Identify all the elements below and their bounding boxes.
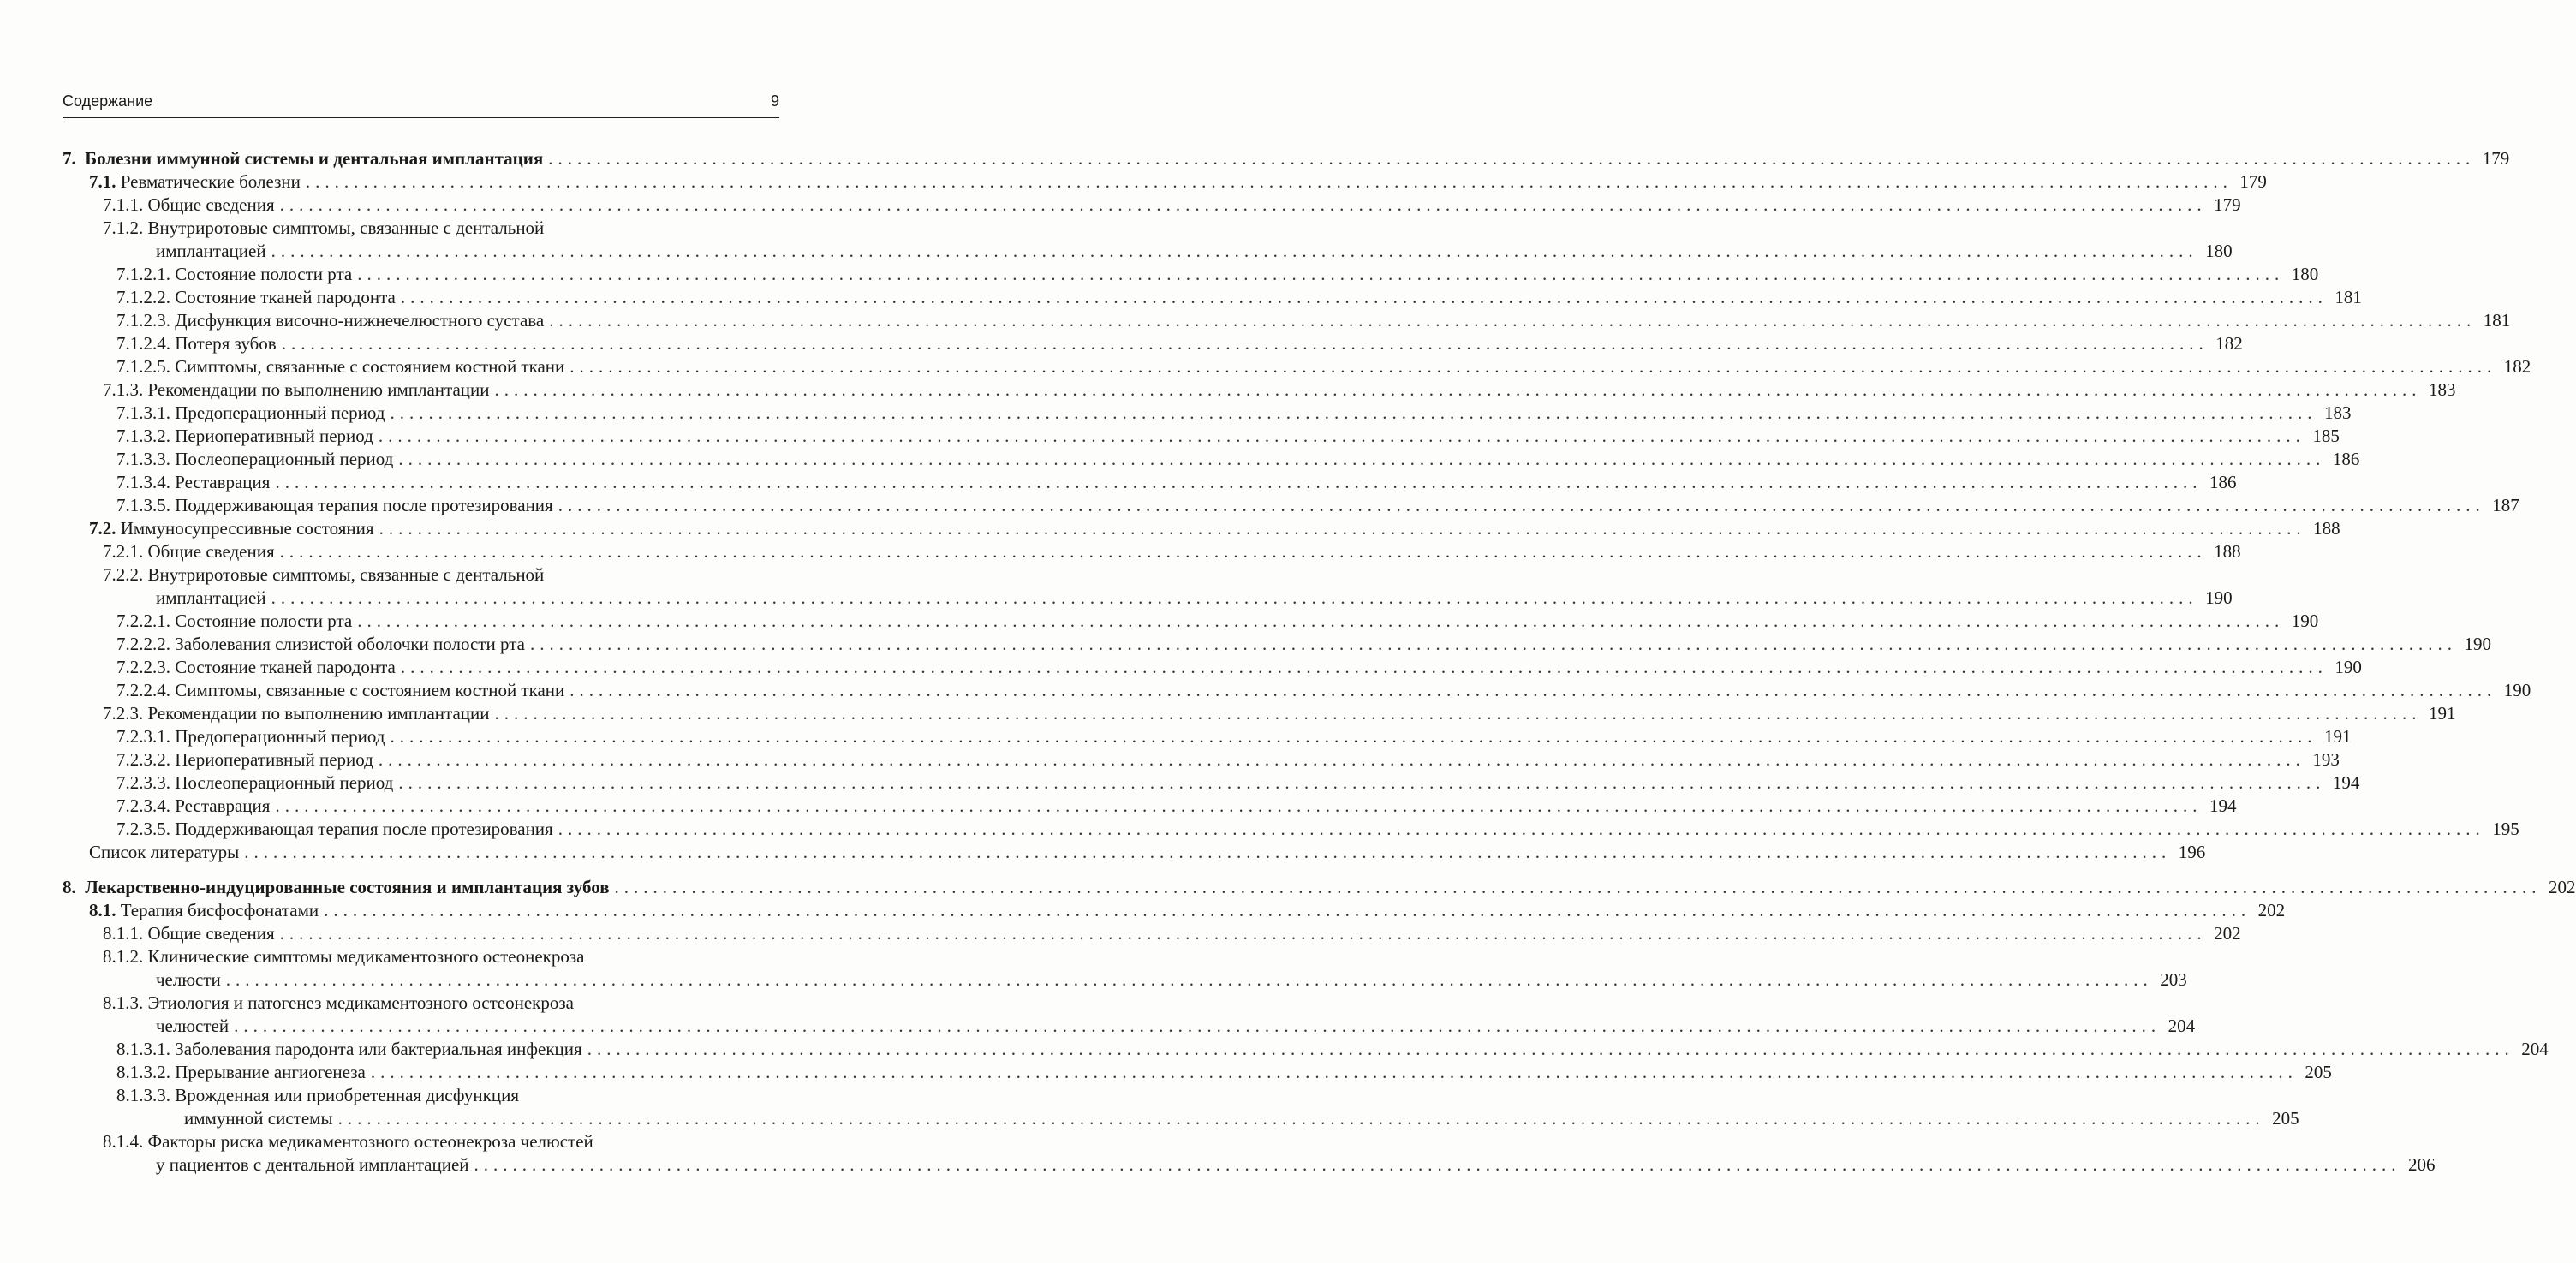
toc-entry-page: 186 — [2332, 449, 2360, 469]
toc-entry-number: 8.1.2. — [103, 946, 144, 967]
toc-entry-page: 205 — [2272, 1108, 2299, 1129]
dot-leader: ........................................................................................................................................................................................................ — [400, 657, 2328, 677]
toc-entry-title: Внутриротовые симптомы, связанные с дентальной — [147, 217, 545, 238]
toc-entry-title: Послеоперационный период — [175, 449, 394, 469]
toc-entry-number: 7.1.3.2. — [116, 426, 170, 446]
toc-entry-page: 194 — [2209, 795, 2237, 816]
dot-leader: ........................................................................................................................................................................................................ — [587, 1039, 2514, 1059]
dot-leader: ........................................................................................................................................................................................................ — [569, 356, 2497, 377]
toc-entry-title: Реставрация — [175, 472, 271, 492]
dot-leader: ........................................................................................................................................................................................................ — [569, 680, 2497, 700]
toc-entry-title: Лекарственно-индуцированные состояния и имплантация зубов — [85, 877, 610, 897]
toc-entry[interactable] — [0, 1084, 856, 1107]
toc-entry-page: 190 — [2291, 611, 2319, 631]
toc-entry-title-continuation: у пациентов с дентальной имплантацией — [156, 1154, 469, 1175]
dot-leader: ........................................................................................................................................................................................................ — [275, 472, 2203, 492]
toc-entry-title: Терапия бисфосфонатами — [120, 900, 319, 920]
toc-entry[interactable] — [0, 286, 2362, 309]
toc-entry[interactable] — [0, 170, 2267, 194]
toc-entry-page: 187 — [2492, 495, 2519, 515]
toc-entry[interactable] — [0, 748, 2340, 772]
toc-entry-title-continuation: челюсти — [156, 969, 221, 990]
dot-leader: ........................................................................................................................................................................................................ — [379, 518, 2306, 539]
table-of-contents — [0, 147, 2576, 1177]
dot-leader: ........................................................................................................................................................................................................ — [390, 726, 2317, 747]
toc-entry-title-continuation: иммунной системы — [184, 1108, 333, 1129]
toc-entry-number: 7.1.3.1. — [116, 402, 170, 423]
toc-entry-page: 196 — [2178, 842, 2206, 862]
toc-entry-title: Симптомы, связанные с состоянием костной ткани — [175, 356, 565, 377]
toc-entry-title: Внутриротовые симптомы, связанные с дентальной — [147, 564, 545, 585]
dot-leader: ........................................................................................................................................................................................................ — [558, 819, 2485, 839]
toc-entry-page: 190 — [2205, 587, 2233, 608]
toc-entry-number: 7.2.2.1. — [116, 611, 170, 631]
dot-leader: ........................................................................................................................................................................................................ — [548, 148, 2476, 169]
toc-entry[interactable] — [0, 263, 2319, 286]
dot-leader: ........................................................................................................................................................................................................ — [558, 495, 2485, 515]
toc-entry-number: 7.2.2.3. — [116, 657, 170, 677]
toc-entry[interactable] — [0, 945, 856, 968]
toc-entry[interactable] — [0, 633, 2491, 656]
toc-entry-number: 7. — [63, 148, 76, 169]
toc-entry-page: 195 — [2492, 819, 2519, 839]
dot-leader: ........................................................................................................................................................................................................ — [275, 795, 2203, 816]
toc-entry-title: Общие сведения — [147, 923, 275, 944]
toc-entry[interactable] — [0, 494, 2519, 517]
toc-entry-number: 7.1.2.5. — [116, 356, 170, 377]
toc-entry[interactable] — [0, 563, 856, 587]
dot-leader: ........................................................................................................................................................................................................ — [225, 969, 2153, 990]
toc-entry-title-continuation: имплантацией — [156, 587, 266, 608]
toc-entry-title: Заболевания слизистой оболочки полости рта — [175, 634, 525, 654]
toc-entry-page: 179 — [2214, 194, 2241, 215]
toc-entry[interactable] — [0, 795, 2237, 818]
toc-entry[interactable] — [0, 194, 2241, 217]
toc-entry-page: 191 — [2323, 726, 2352, 747]
toc-entry-number: 7.2.2.4. — [116, 680, 170, 700]
dot-leader: ........................................................................................................................................................................................................ — [279, 541, 2207, 562]
dot-leader: ........................................................................................................................................................................................................ — [390, 402, 2317, 423]
dot-leader: ........................................................................................................................................................................................................ — [271, 587, 2198, 608]
toc-entry-page: 194 — [2332, 772, 2360, 793]
toc-entry-number: 8.1.3.1. — [116, 1039, 170, 1059]
toc-entry-number: 7.2.1. — [103, 541, 144, 562]
toc-entry-number: 7.1.2.3. — [116, 310, 170, 331]
toc-entry-page: 204 — [2521, 1039, 2549, 1059]
toc-entry-number: 7.1.3. — [103, 379, 144, 400]
toc-entry-page: 181 — [2483, 310, 2511, 331]
dot-leader: ........................................................................................................................................................................................................ — [398, 772, 2326, 793]
toc-entry-page: 181 — [2334, 287, 2362, 307]
toc-entry[interactable] — [0, 1130, 856, 1153]
toc-entry-page: 185 — [2312, 426, 2340, 446]
header-title: Содержание — [63, 92, 153, 110]
toc-entry[interactable] — [0, 725, 2352, 748]
dot-leader: ........................................................................................................................................................................................................ — [549, 310, 2477, 331]
toc-entry-title: Прерывание ангиогенеза — [175, 1062, 366, 1082]
toc-entry-number: 7.1.3.4. — [116, 472, 170, 492]
toc-entry[interactable] — [0, 517, 2340, 540]
toc-entry-number: 8.1.1. — [103, 923, 144, 944]
toc-entry-number: 7.2. — [89, 518, 116, 539]
toc-entry[interactable] — [0, 656, 2362, 679]
toc-entry[interactable] — [0, 587, 2233, 610]
dot-leader: ........................................................................................................................................................................................................ — [378, 426, 2305, 446]
toc-entry[interactable] — [0, 899, 2286, 922]
toc-entry-page: 179 — [2482, 148, 2510, 169]
dot-leader: ........................................................................................................................................................................................................ — [357, 264, 2285, 284]
toc-entry[interactable] — [0, 1038, 2549, 1061]
toc-entry-page: 183 — [2323, 402, 2352, 423]
toc-entry-title: Болезни иммунной системы и дентальная имплантация — [85, 148, 544, 169]
dot-leader: ........................................................................................................................................................................................................ — [398, 449, 2326, 469]
dot-leader: ........................................................................................................................................................................................................ — [271, 241, 2198, 261]
toc-entry-number: 7.2.3.2. — [116, 749, 170, 770]
toc-entry-page: 188 — [2214, 541, 2241, 562]
toc-entry-page: 202 — [2214, 923, 2241, 944]
toc-entry-page: 205 — [2305, 1062, 2332, 1082]
toc-entry-title: Список литературы — [89, 842, 240, 862]
toc-entry-page: 179 — [2239, 171, 2267, 192]
toc-entry-number: 7.1.2.4. — [116, 333, 170, 354]
running-header — [63, 92, 779, 110]
dot-leader: ........................................................................................................................................................................................................ — [370, 1062, 2298, 1082]
dot-leader: ........................................................................................................................................................................................................ — [474, 1154, 2401, 1175]
toc-entry-title: Заболевания пародонта или бактериальная инфекция — [175, 1039, 582, 1059]
toc-entry[interactable] — [0, 425, 2340, 448]
toc-entry-number: 7.2.3.3. — [116, 772, 170, 793]
toc-entry[interactable] — [0, 378, 2456, 402]
toc-entry-number: 8.1.4. — [103, 1131, 144, 1152]
toc-entry-page: 180 — [2291, 264, 2319, 284]
header-page-number: 9 — [770, 92, 779, 110]
toc-entry-number: 7.1.1. — [103, 194, 144, 215]
toc-entry-number: 7.1.2.2. — [116, 287, 170, 307]
dot-leader: ........................................................................................................................................................................................................ — [281, 333, 2209, 354]
toc-entry[interactable] — [0, 240, 2233, 263]
toc-entry-title: Поддерживающая терапия после протезирования — [175, 495, 553, 515]
toc-entry-title: Врожденная или приобретенная дисфункция — [175, 1085, 520, 1105]
toc-entry-page: 202 — [2549, 877, 2576, 897]
dot-leader: ........................................................................................................................................................................................................ — [234, 1016, 2162, 1036]
dot-leader: ........................................................................................................................................................................................................ — [305, 171, 2233, 192]
toc-entry-number: 8.1.3.2. — [116, 1062, 170, 1082]
dot-leader: ........................................................................................................................................................................................................ — [324, 900, 2251, 920]
toc-entry-title: Периоперативный период — [175, 426, 373, 446]
dot-leader: ........................................................................................................................................................................................................ — [357, 611, 2285, 631]
dot-leader: ........................................................................................................................................................................................................ — [529, 634, 2457, 654]
header-rule — [63, 117, 779, 118]
dot-leader: ........................................................................................................................................................................................................ — [494, 703, 2422, 724]
toc-entry-title: Иммуносупрессивные состояния — [120, 518, 374, 539]
toc-entry-title: Послеоперационный период — [175, 772, 394, 793]
toc-entry-number: 7.1. — [89, 171, 116, 192]
toc-entry-page: 193 — [2312, 749, 2340, 770]
toc-entry-page: 188 — [2313, 518, 2340, 539]
toc-entry-title: Предоперационный период — [175, 402, 385, 423]
dot-leader: ........................................................................................................................................................................................................ — [614, 877, 2542, 897]
toc-entry-page: 203 — [2160, 969, 2187, 990]
toc-entry[interactable] — [0, 992, 856, 1015]
toc-entry-title: Предоперационный период — [175, 726, 385, 747]
dot-leader: ........................................................................................................................................................................................................ — [279, 923, 2207, 944]
toc-entry-number: 7.1.2. — [103, 217, 144, 238]
toc-entry[interactable] — [0, 448, 2360, 471]
toc-entry[interactable] — [0, 818, 2519, 841]
toc-entry-title: Общие сведения — [147, 194, 275, 215]
toc-entry-title: Этиология и патогенез медикаментозного остеонекроза — [147, 992, 574, 1013]
toc-entry-title: Потеря зубов — [175, 333, 277, 354]
toc-entry-title: Состояние полости рта — [175, 611, 353, 631]
toc-entry[interactable] — [0, 610, 2319, 633]
toc-entry[interactable] — [0, 679, 2531, 702]
toc-entry-title: Общие сведения — [147, 541, 275, 562]
toc-entry-page: 190 — [2334, 657, 2362, 677]
toc-entry[interactable] — [0, 332, 2243, 355]
dot-leader: ........................................................................................................................................................................................................ — [279, 194, 2207, 215]
toc-entry-number: 7.2.2. — [103, 564, 144, 585]
toc-entry[interactable] — [0, 876, 2576, 899]
toc-entry-number: 7.2.2.2. — [116, 634, 170, 654]
toc-entry-page: 206 — [2408, 1154, 2436, 1175]
toc-entry-number: 7.2.3.1. — [116, 726, 170, 747]
toc-entry[interactable] — [0, 309, 2511, 332]
toc-entry[interactable] — [0, 217, 856, 240]
toc-entry-number: 7.2.3.4. — [116, 795, 170, 816]
toc-entry-page: 182 — [2503, 356, 2531, 377]
toc-entry-number: 7.1.3.3. — [116, 449, 170, 469]
toc-entry-page: 190 — [2464, 634, 2491, 654]
toc-entry-number: 8.1.3.3. — [116, 1085, 170, 1105]
toc-entry-title: Симптомы, связанные с состоянием костной ткани — [175, 680, 565, 700]
toc-entry[interactable] — [0, 702, 2456, 725]
toc-entry-number: 8.1. — [89, 900, 116, 920]
toc-entry-title: Периоперативный период — [175, 749, 373, 770]
toc-entry-title-continuation: челюстей — [156, 1016, 230, 1036]
toc-entry-page: 191 — [2428, 703, 2456, 724]
toc-entry-title: Факторы риска медикаментозного остеонекроза челюстей — [147, 1131, 593, 1152]
dot-leader: ........................................................................................................................................................................................................ — [244, 842, 2172, 862]
toc-entry-page: 183 — [2428, 379, 2456, 400]
toc-entry[interactable] — [0, 772, 2360, 795]
toc-entry-number: 8.1.3. — [103, 992, 144, 1013]
dot-leader: ........................................................................................................................................................................................................ — [337, 1108, 2265, 1129]
toc-entry-title: Реставрация — [175, 795, 271, 816]
toc-entry[interactable] — [0, 540, 2241, 563]
dot-leader: ........................................................................................................................................................................................................ — [400, 287, 2328, 307]
toc-entry-title: Состояние тканей пародонта — [175, 287, 396, 307]
toc-entry-page: 182 — [2215, 333, 2243, 354]
toc-entry-title: Дисфункция височно-нижнечелюстного сустава — [175, 310, 545, 331]
toc-entry[interactable] — [0, 968, 2187, 992]
toc-entry-title: Ревматические болезни — [120, 171, 301, 192]
toc-entry-title: Клинические симптомы медикаментозного остеонекроза — [147, 946, 585, 967]
toc-entry-page: 190 — [2503, 680, 2531, 700]
toc-entry[interactable] — [0, 402, 2352, 425]
toc-entry-title: Состояние полости рта — [175, 264, 353, 284]
toc-entry-title-continuation: имплантацией — [156, 241, 266, 261]
toc-entry-page: 204 — [2168, 1016, 2196, 1036]
toc-entry-number: 7.2.3.5. — [116, 819, 170, 839]
toc-entry-page: 180 — [2205, 241, 2233, 261]
toc-entry[interactable] — [0, 1061, 2332, 1084]
toc-entry[interactable] — [0, 1153, 2436, 1177]
toc-entry-number: 7.1.3.5. — [116, 495, 170, 515]
dot-leader: ........................................................................................................................................................................................................ — [494, 379, 2422, 400]
toc-entry-title: Рекомендации по выполнению имплантации — [147, 379, 490, 400]
toc-entry[interactable] — [0, 471, 2237, 494]
toc-entry-page: 202 — [2257, 900, 2286, 920]
toc-entry-number: 7.1.2.1. — [116, 264, 170, 284]
toc-entry-number: 8. — [63, 877, 76, 897]
toc-entry[interactable] — [0, 1015, 2196, 1038]
toc-entry-title: Поддерживающая терапия после протезирования — [175, 819, 553, 839]
toc-entry[interactable] — [0, 147, 2510, 170]
toc-entry-title: Рекомендации по выполнению имплантации — [147, 703, 490, 724]
toc-entry-title: Состояние тканей пародонта — [175, 657, 396, 677]
toc-entry[interactable] — [0, 355, 2531, 378]
toc-entry-page: 186 — [2209, 472, 2237, 492]
toc-entry[interactable] — [0, 1107, 2299, 1130]
dot-leader: ........................................................................................................................................................................................................ — [378, 749, 2305, 770]
toc-entry-number: 7.2.3. — [103, 703, 144, 724]
toc-entry[interactable] — [0, 922, 2241, 945]
toc-entry[interactable] — [0, 841, 2206, 864]
